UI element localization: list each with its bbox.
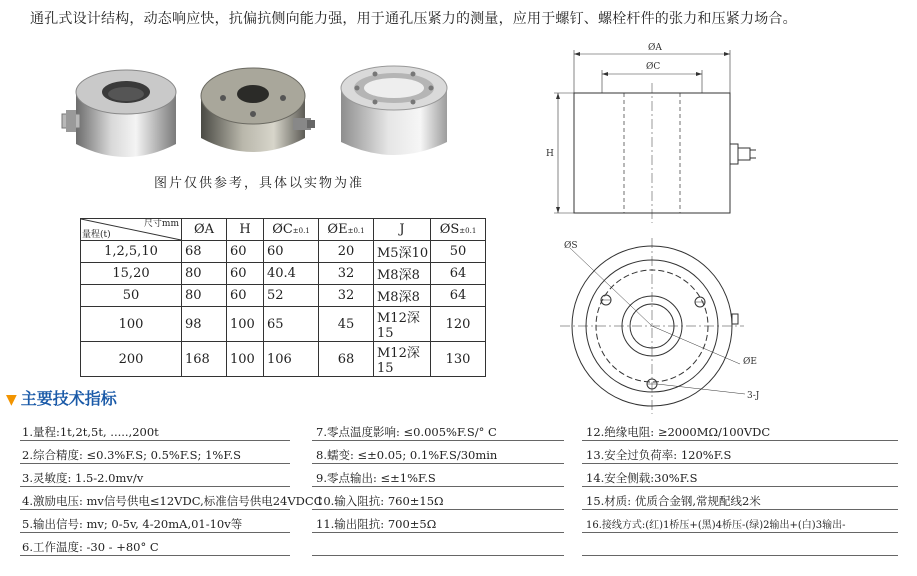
param-item: 1.量程:1t,2t,5t, .....,200t: [22, 425, 159, 439]
product-photo-1: [62, 52, 190, 170]
param-item: 11.输出阻抗: 700±5Ω: [316, 517, 437, 531]
label-c: ØC: [646, 62, 661, 72]
triangle-icon: ▼: [6, 392, 17, 408]
range-cell: 1,2,5,10: [81, 241, 182, 263]
table-row: 15,20 80 60 40.4 32 M8深8 64: [81, 263, 486, 285]
label-e: ØE: [743, 357, 757, 367]
label-a: ØA: [648, 43, 662, 53]
header-cell: ØE±0.1: [319, 219, 374, 241]
range-cell: 50: [81, 285, 182, 307]
param-item: 5.输出信号: mv; 0-5v, 4-20mA,01-10v等: [22, 517, 243, 531]
table-row: 50 80 60 52 32 M8深8 64: [81, 285, 486, 307]
param-item: 12.绝缘电阻: ≥2000MΩ/100VDC: [586, 425, 771, 439]
param-item: 9.零点输出: ≤±1%F.S: [316, 471, 436, 485]
label-j: 3-J: [747, 391, 760, 401]
label-h: H: [546, 149, 554, 159]
table-row: 200 168 100 106 68 M12深15 130: [81, 342, 486, 377]
label-s: ØS: [564, 241, 578, 251]
technical-drawing: [540, 38, 790, 401]
photo-caption: 图片仅供参考，具体以实物为准: [154, 176, 365, 191]
param-item: 16.接线方式:(红)1桥压+(黑)4桥压-(绿)2输出+(白)3输出-: [586, 520, 846, 531]
corner-bottom-label: 量程(t): [82, 230, 111, 240]
param-item: 15.材质: 优质合金钢,常规配线2米: [586, 494, 761, 508]
table-header-row: [81, 219, 486, 241]
connector: [730, 144, 738, 164]
param-item: 13.安全过负荷率: 120%F.S: [586, 448, 732, 462]
range-cell: 100: [81, 307, 182, 342]
header-cell: ØC±0.1: [264, 219, 319, 241]
corner-top-label: 尺寸mm: [143, 219, 179, 229]
range-cell: 200: [81, 342, 182, 377]
range-cell: 15,20: [81, 263, 182, 285]
product-photo-2: [195, 58, 317, 168]
spec-table: [80, 218, 486, 377]
table-row: 1,2,5,10 68 60 60 20 M5深10 50: [81, 241, 486, 263]
param-item: 2.综合精度: ≤0.3%F.S; 0.5%F.S; 1%F.S: [22, 448, 242, 462]
intro-text: 通孔式设计结构，动态响应快，抗偏抗侧向能力强，用于通孔压紧力的测量，应用于螺钉、螺栓杆件的张力和压紧力场合。: [30, 11, 797, 27]
table-corner-cell: [81, 219, 182, 241]
param-item: 4.激励电压: mv信号供电≤12VDC,标准信号供电24VDCC: [22, 494, 323, 508]
param-item: 10.输入阻抗: 760±15Ω: [316, 494, 444, 508]
header-cell: H: [227, 219, 264, 241]
param-item: 6.工作温度: -30 - +80° C: [22, 540, 159, 554]
header-cell: ØA: [182, 219, 227, 241]
product-photo-3: [335, 58, 453, 168]
table-row: 100 98 100 65 45 M12深15 120: [81, 307, 486, 342]
param-item: 14.安全侧载:30%F.S: [586, 471, 698, 485]
param-item: 8.蠕变: ≤±0.05; 0.1%F.S/30min: [316, 448, 498, 462]
param-item: 7.零点温度影响: ≤0.005%F.S/° C: [316, 425, 497, 439]
section-title: ▼ 主要技术指标: [6, 389, 117, 408]
header-cell: ØS±0.1: [431, 219, 486, 241]
header-cell: J: [374, 219, 431, 241]
param-item: 3.灵敏度: 1.5-2.0mv/v: [22, 471, 144, 485]
